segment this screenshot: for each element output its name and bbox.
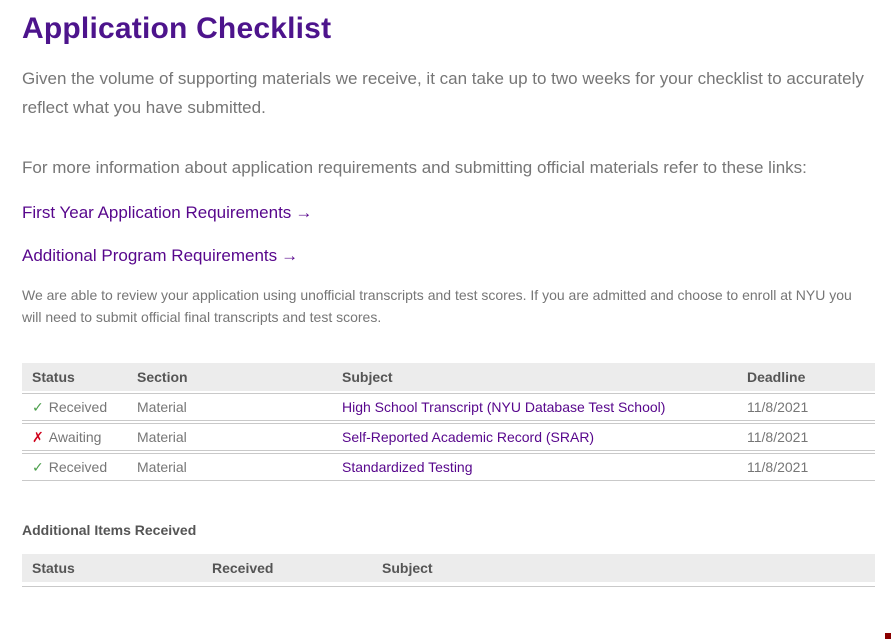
table-row [22,423,875,451]
first-year-requirements-link-label: First Year Application Requirements [22,203,292,222]
checklist-table [22,361,875,483]
status-cell [22,393,127,421]
status-label: Received [48,458,108,475]
additional-items-table [22,552,875,584]
section-cell: Material [127,453,332,481]
x-icon: ✗ [32,428,44,445]
status-cell [22,453,127,481]
arrow-right-icon: → [295,203,313,222]
arrow-right-icon: → [281,246,299,265]
first-year-requirements-link[interactable] [22,202,875,224]
additional-program-requirements-link-label: Additional Program Requirements [22,246,278,265]
additional-items-heading: Additional Items Received [22,522,197,538]
table-row [22,393,875,421]
check-icon: ✓ [32,458,44,475]
intro-paragraph: Given the volume of supporting materials we receive, it can take up to two weeks for your checklist to accurately reflect what you have submitted. [22,69,864,117]
status-label: Received [48,398,108,415]
deadline-cell: 11/8/2021 [737,393,875,421]
column-header-status: Status [22,554,202,582]
status-label: Awaiting [48,428,102,445]
checklist-table-header-row [22,363,875,391]
status-cell [22,423,127,451]
more-info-paragraph: For more information about application requirements and submitting official materials refer to these links: [22,158,807,177]
additional-program-requirements-link[interactable] [22,245,875,267]
section-cell: Material [127,423,332,451]
section-cell: Material [127,393,332,421]
check-icon: ✓ [32,398,44,415]
page-title: Application Checklist [22,12,332,45]
additional-items-header-row [22,554,875,582]
corner-widget-sliver [885,633,891,639]
table-row [22,453,875,481]
empty-table-divider [22,586,875,587]
column-header-received: Received [202,554,372,582]
subject-cell [332,453,737,481]
unofficial-transcripts-note: We are able to review your application using unofficial transcripts and test scores. If you are admitted and choose to enroll at NYU you will need to submit official final transcripts and test scores. [22,287,852,325]
column-header-section: Section [127,363,332,391]
subject-link[interactable]: Standardized Testing [342,459,473,475]
column-header-status: Status [22,363,127,391]
column-header-subject: Subject [372,554,875,582]
subject-cell [332,393,737,421]
subject-link[interactable]: High School Transcript (NYU Database Test School) [342,399,666,415]
subject-link[interactable]: Self-Reported Academic Record (SRAR) [342,429,595,445]
deadline-cell: 11/8/2021 [737,423,875,451]
column-header-subject: Subject [332,363,737,391]
deadline-cell: 11/8/2021 [737,453,875,481]
subject-cell [332,423,737,451]
column-header-deadline: Deadline [737,363,875,391]
